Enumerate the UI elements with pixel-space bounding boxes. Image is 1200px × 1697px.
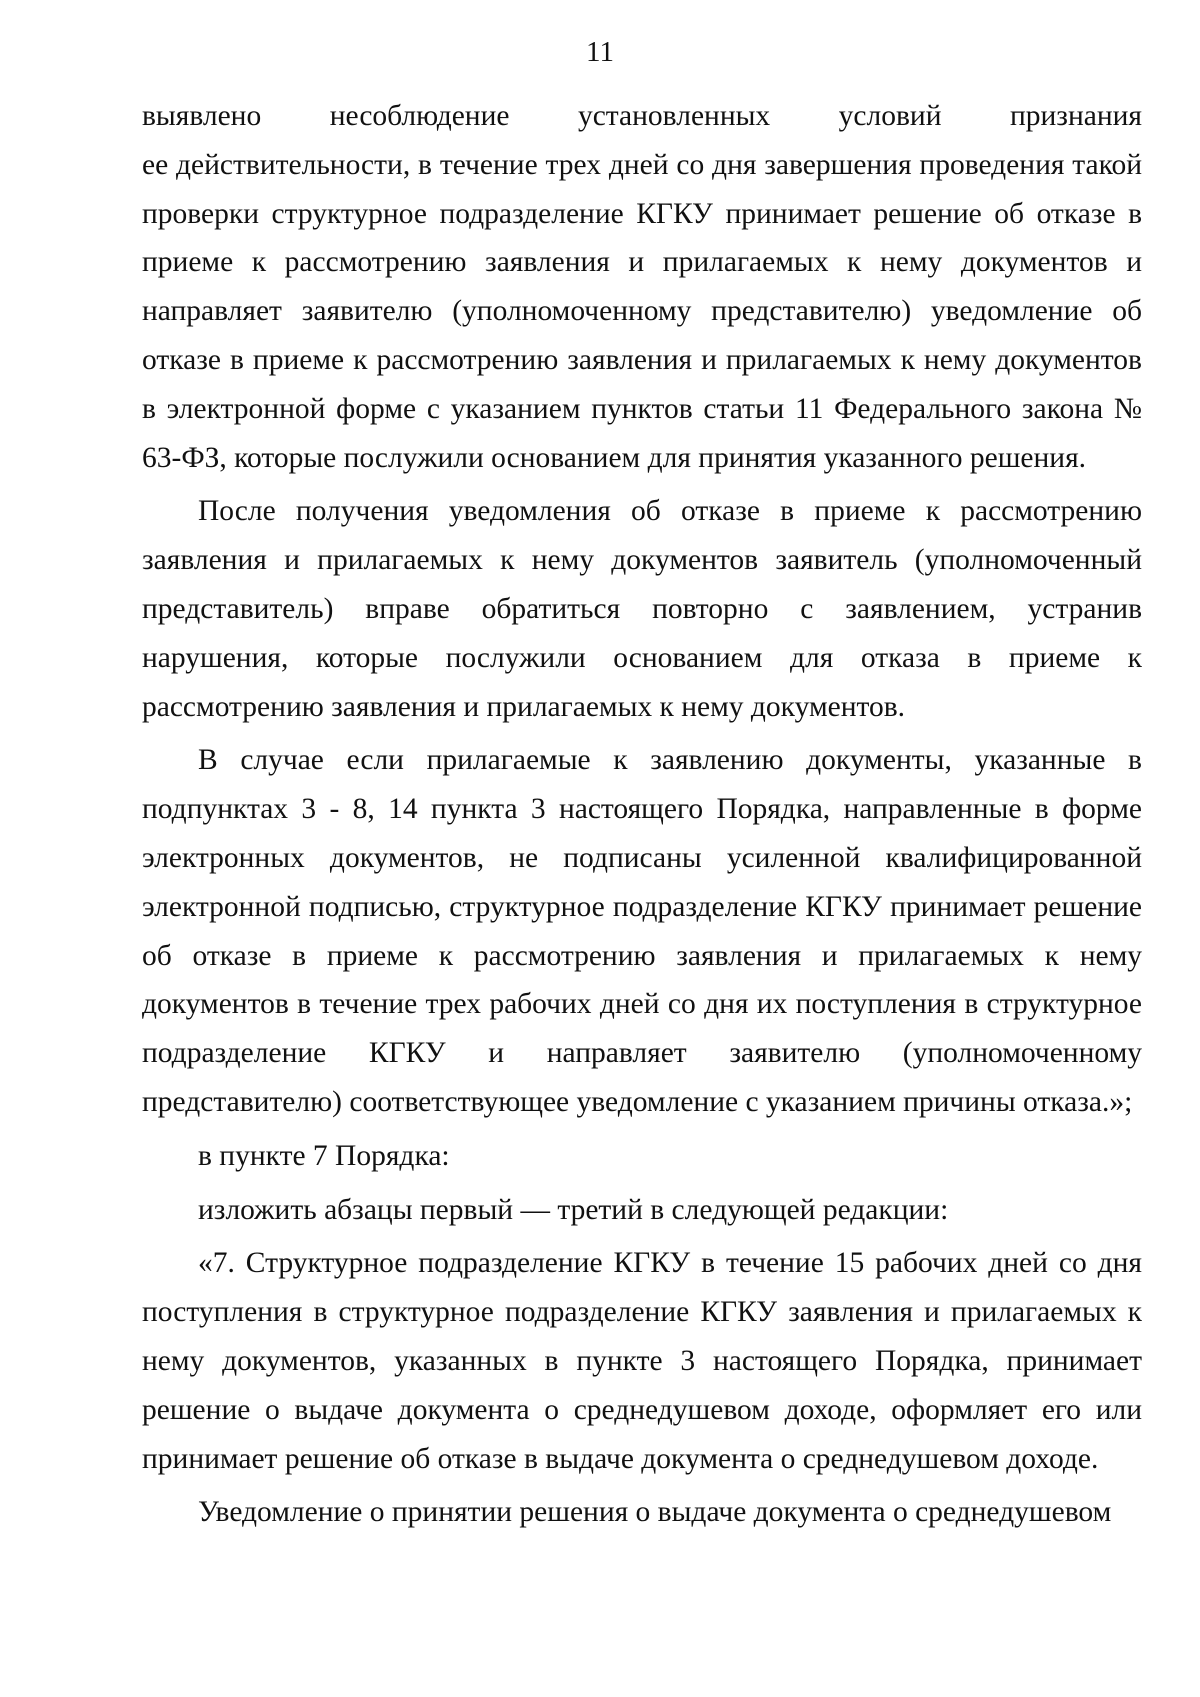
paragraph-point-7-text: «7. Структурное подразделение КГКУ в течение 15 рабочих дней со дня поступления в структурное подразделение КГКУ заявления и прилагаемых к нему документов, указанных в пункте 3 настоящего Порядка, принимает решение о выдаче документа о среднедушевом доходе, оформляет его или принимает решение об отказе в выдаче документа о среднедушевом доходе. — [142, 1247, 1142, 1475]
paragraph-point-7: в пункте 7 Порядка: — [198, 1139, 450, 1172]
first-line-word: выявлено — [142, 100, 262, 132]
first-line-word: установленных — [577, 100, 771, 132]
first-line-word: условий — [838, 100, 942, 132]
document-body — [142, 92, 1142, 1537]
paragraph-notice-start: Уведомление о принятии решения о выдаче документа о среднедушевом — [198, 1496, 1112, 1529]
page-number: 11 — [586, 36, 614, 68]
paragraph-after-notice: После получения уведомления об отказе в приеме к рассмотрению заявления и прилагаемых к нему документов заявитель (уполномоченный представитель) вправе обратиться повторно с заявлением, устранив нарушения, которые послужили основанием для отказа в приеме к рассмотрению заявления и прилагаемых к нему документов. — [142, 495, 1142, 723]
paragraph-continuation: ее действительности, в течение трех дней со дня завершения проведения такой проверки структурное подразделение КГКУ принимает решение об отказе в приеме к рассмотрению заявления и прилагаемых к нему документов и направляет заявителю (уполномоченному представителю) уведомление об отказе в приеме к рассмотрению заявления и прилагаемых к нему документов в электронной форме с указанием пунктов статьи 11 Федерального закона № 63-ФЗ, которые послужили основанием для принятия указанного решения. — [142, 148, 1142, 474]
first-line — [142, 92, 1142, 141]
paragraph-amend-instruction: изложить абзацы первый — третий в следующей редакции: — [198, 1193, 949, 1226]
paragraph-unsigned-documents: В случае если прилагаемые к заявлению документы, указанные в подпунктах 3 - 8, 14 пункта 3 настоящего Порядка, направленные в форме электронных документов, не подписаны усиленной квалифицированной электронной подписью, структурное подразделение КГКУ принимает решение об отказе в приеме к рассмотрению заявления и прилагаемых к нему документов в течение трех рабочих дней со дня их поступления в структурное подразделение КГКУ и направляет заявителю (уполномоченному представителю) соответствующее уведомление с указанием причины отказа.»; — [142, 744, 1142, 1118]
first-line-word: признания — [1009, 100, 1142, 132]
first-line-word: несоблюдение — [329, 100, 510, 132]
